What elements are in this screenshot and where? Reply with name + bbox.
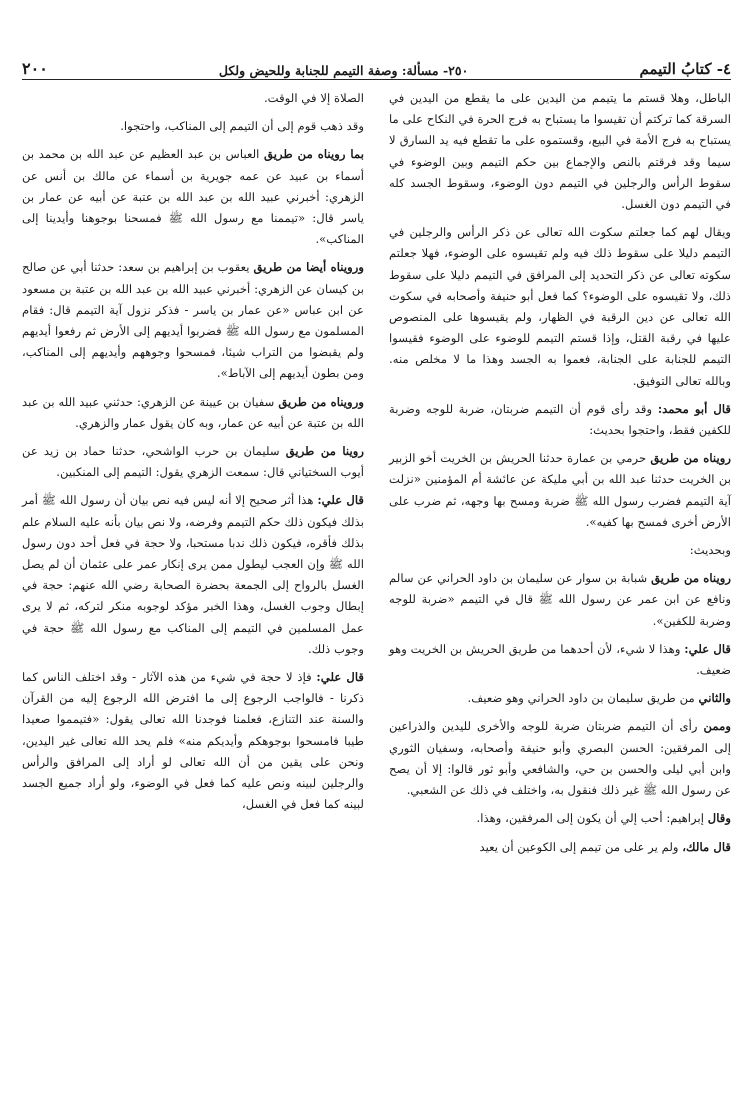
paragraph-lead: وقال — [707, 811, 731, 826]
paragraph-text: شبابة بن سوار عن سليمان بن داود الحراني عن سالم ونافع عن ابن عمر عن رسول الله ﷺ قال في التيمم «ضربة للوجه وضربة للكفين». — [389, 571, 731, 628]
paragraph-text: وقد ذهب قوم إلى أن التيمم إلى المناكب، واحتجوا. — [120, 119, 364, 134]
paragraph-lead: قال علي: — [317, 493, 365, 508]
paragraph — [22, 257, 364, 384]
paragraph — [389, 716, 731, 801]
paragraph-lead: ورويناه أيضا من طريق — [253, 260, 365, 275]
paragraph — [389, 399, 731, 441]
section-title: ٢٥٠- مسألة: وصفة التيمم للجنابة وللحيض ولكل — [218, 63, 469, 78]
paragraph-text: يعقوب بن إبراهيم بن سعد: حدثنا أبي عن صالح بن كيسان عن الزهري: أخبرني عبيد الله بن عبد الله بن عتبة بن مسعود عن ابن عباس «عن عمار بن ياسر - فذكر نزول آية التيمم قال: فقام المسلمون مع رسول الله ﷺ فضربوا أيديهم إلى الأرض ثم رفعوا أيديهم ولم يقبضوا من التراب شيئا، فمسحوا وجوههم وأيديهم إلى المناكب، ومن بطون أيديهم إلى الآباط». — [22, 260, 364, 381]
paragraph-lead: ورويناه من طريق — [278, 394, 364, 409]
paragraph-text: هذا أثر صحيح إلا أنه ليس فيه نص بيان أن رسول الله ﷺ أمر بذلك فيكون ذلك حكم التيمم وفرضه، ولا نص بيان بأنه عليه السلام علم بذلك فأقره، فيكون ذلك ندبا مستحبا، ولا حجة في فعل أحد دون رسول الله ﷺ وإن العجب ليطول ممن يرى إنكار عمر على عثمان أن لم يصل الغسل بالرواح إلى الجمعة بحضرة الصحابة رضي الله عنهم: حجة في إبطال وجوب الغسل، وهذا الخبر مؤكد لوجوبه منكر لتركه، ثم لا يرى عمل المسلمين في التيمم إلى المناكب مع رسول الله ﷺ حجة في وجوب ذلك. — [22, 493, 364, 656]
paragraph — [389, 837, 731, 858]
paragraph — [389, 88, 731, 215]
paragraph-text: العباس بن عبد العظيم عن عبد الله بن محمد بن أسماء بن عبيد عن عمه جويرية بن أسماء عن مالك بن أنس عن الزهري: أخبرني عبيد الله بن عبد الله بن عتبة عن أبيه عن عمار بن ياسر قال: «تيممنا مع رسول الله ﷺ فمسحنا بوجوهنا وأيدينا إلى المناكب». — [22, 147, 364, 247]
paragraph-lead: رويناه من طريق — [650, 451, 731, 466]
paragraph-text: وقد رأى قوم أن التيمم ضربتان، ضربة للوجه وضربة للكفين فقط، واحتجوا بحديث: — [389, 401, 731, 438]
paragraph-lead: روينا من طريق — [285, 444, 364, 459]
paragraph-lead: قال علي: — [684, 641, 731, 656]
paragraph-lead: قال مالك، — [682, 839, 731, 854]
paragraph — [389, 688, 731, 709]
paragraph-text: حرمي بن عمارة حدثنا الحريش بن الخريت أخو الزبير بن الخريت حدثنا عبد الله بن أبي مليكة عن عائشة أم المؤمنين «نزلت آية التيمم فضرب رسول الله ﷺ ضربة ومسح بها وجهه، ثم ضرب على الأرض أخرى فمسح بها كفيه». — [389, 451, 731, 529]
right-column — [389, 88, 731, 858]
paragraph — [389, 448, 731, 533]
paragraph — [389, 540, 731, 561]
paragraph-text: الصلاة إلا في الوقت. — [263, 91, 364, 105]
paragraph — [389, 222, 731, 392]
paragraph-text: ويقال لهم كما جعلتم سكوت الله تعالى عن ذكر الرأس والرجلين في التيمم دليلا على سقوط ذلك فيه ولم تقيسوه على الوضوء، فهلا جعلتم سكوته تعالى عن ذكر التحديد إلى المرافق في التيمم دليلا على سقوط ذلك، ولا تقيسوه على الوضوء؟ كما فعل أبو حنيفة وأصحابه في سكوت الله تعالى عن دين الرقبة في الظهار، ولم يقيسوها على المنصوص عليها في رقبة القتل، وإذا قستم التيمم للوضوء على الوضوء فقيسوا التيمم للجنابة على الجنابة، فعموا به الجسد وهذا ما لا مخلص منه. وبالله تعالى التوفيق. — [389, 225, 731, 388]
left-column — [22, 88, 364, 816]
paragraph-lead: والثاني — [698, 691, 731, 706]
page-number: ٢٠٠ — [22, 59, 48, 78]
running-header — [22, 52, 731, 78]
paragraph — [22, 144, 364, 250]
paragraph — [22, 88, 364, 109]
paragraph-text: سفيان بن عيينة عن الزهري: حدثني عبيد الله بن عبد الله بن عتبة عن أبيه عن عمار، وبه كان يقول عمار والزهري. — [22, 394, 364, 430]
paragraph — [22, 441, 364, 483]
paragraph-text: الباطل، وهلا قستم ما يتيمم من اليدين على ما يقطع من اليدين في السرقة كما تركتم أن تقيسوا ما يستباح به فرج الحرة في النكاح على ما يستباح به فرج الأمة في البيع، وقستموه على ما تقطع فيه يد السارق لا سيما وقد فرقتم بالنص والإجماع بين حكم التيمم وبين الوضوء في سقوط الرأس والرجلين في التيمم دون الوضوء، وسقوط الجسد كله في التيمم دون الغسل. — [389, 91, 731, 212]
header-rule — [22, 79, 731, 80]
paragraph — [22, 490, 364, 660]
paragraph-lead: قال علي: — [316, 670, 364, 685]
paragraph-text: وبحديث: — [689, 543, 731, 558]
paragraph-text: إبراهيم: أحب إلي أن يكون إلى المرفقين، وهذا. — [476, 811, 704, 826]
paragraph-text: ولم ير على من تيمم إلى الكوعين أن يعيد — [479, 839, 679, 854]
paragraph — [389, 568, 731, 632]
paragraph-lead: وممن — [703, 719, 731, 734]
paragraph-text: فإذ لا حجة في شيء من هذه الآثار - وقد اختلف الناس كما ذكرنا - فالواجب الرجوع إلى ما افترض الله الرجوع إليه من القرآن والسنة عند التنازع، فعلمنا فوجدنا الله تعالى يقول: «فتيمموا صعيدا طيبا فامسحوا بوجوهكم وأيديكم منه» فلم يحد الله تعالى غير اليدين، ونحن على يقين من أن الله تعالى لو أراد إلى المرافق والرأس والرجلين لبينه ونص عليه كما فعل في الوضوء، ولو أراد جميع الجسد لبينه كما فعل في الغسل، — [22, 670, 364, 812]
paragraph — [389, 808, 731, 829]
book-title: ٤- كتابُ التيمم — [639, 60, 731, 78]
paragraph — [389, 639, 731, 681]
paragraph-text: سليمان بن حرب الواشحي، حدثنا حماد بن زيد عن أيوب السختياني قال: سمعت الزهري يقول: التيمم إلى المنكبين. — [22, 444, 364, 480]
paragraph-text: رأى أن التيمم ضربتان ضربة للوجه والأخرى لليدين والذراعين إلى المرفقين: الحسن البصري وأبو حنيفة وأصحابه، وسفيان الثوري وابن أبي ليلى والحسن بن حي، والشافعي وأبو ثور قالوا: إلا أن يصح عن رسول الله ﷺ غير ذلك فنقول به، واختلف في ذلك عن الشعبي. — [389, 719, 731, 798]
paragraph-text: من طريق سليمان بن داود الحراني وهو ضعيف. — [467, 691, 695, 706]
paragraph-lead: قال أبو محمد: — [657, 401, 732, 416]
paragraph-lead: بما رويناه من طريق — [264, 147, 364, 162]
paragraph — [22, 116, 364, 137]
paragraph — [22, 392, 364, 434]
paragraph-text: وهذا لا شيء، لأن أحدهما من طريق الحريش بن الخريت وهو ضعيف. — [389, 641, 731, 678]
paragraph — [22, 667, 364, 815]
paragraph-lead: رويناه من طريق — [651, 571, 731, 586]
